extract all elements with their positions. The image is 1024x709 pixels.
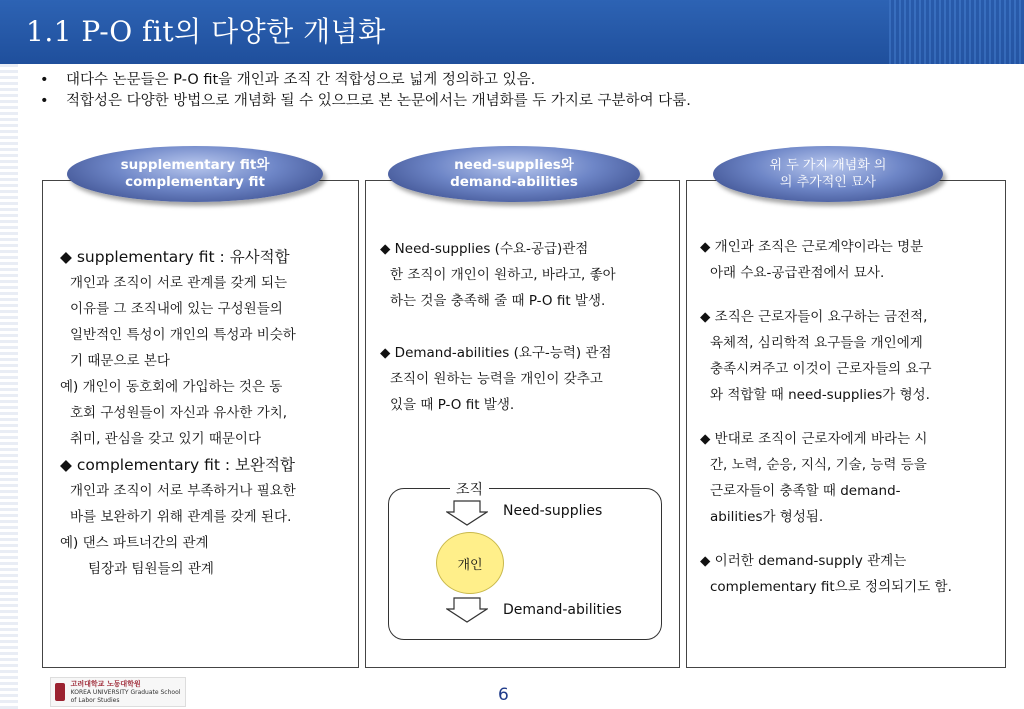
diagram-demand-abilities: Demand-abilities: [503, 602, 622, 618]
supp-line: 이유를 그 조직내에 있는 구성원들의: [70, 301, 283, 317]
complementary-heading: ◆ complementary fit : 보완적합: [60, 456, 295, 474]
logo-text-kr: 고려대학교 노동대학원: [70, 679, 141, 688]
da-line: 조직이 원하는 능력을 개인이 갖추고: [390, 371, 603, 387]
logo-text-en: KOREA UNIVERSITY Graduate School of Labor Studies: [70, 688, 181, 704]
da-line: 있을 때 P-O fit 발생.: [390, 397, 515, 413]
right-line: 간, 노력, 순응, 지식, 기술, 능력 등을: [710, 457, 927, 473]
page-title: 1.1 P-O fit의 다양한 개념화: [26, 15, 386, 48]
university-logo: [50, 677, 186, 707]
comp-line: 개인과 조직이 서로 부족하거나 필요한: [70, 483, 296, 499]
down-arrow-icon: [446, 500, 488, 526]
right-line: ◆ 반대로 조직이 근로자에게 바라는 시: [700, 431, 928, 447]
supp-line: 일반적인 특성이 개인의 특성과 비슷하: [70, 327, 296, 343]
right-line: 육체적, 심리학적 요구들을 개인에게: [710, 335, 923, 351]
ns-line: 한 조직이 개인이 원하고, 바라고, 좋아: [390, 267, 616, 283]
middle-content: [380, 236, 672, 418]
right-line: 충족시켜주고 이것이 근로자들의 요구: [710, 361, 932, 377]
down-arrow-icon: [446, 597, 488, 623]
oval-middle-line2: demand-abilities: [450, 174, 578, 190]
oval-middle-line1: need-supplies와: [454, 157, 574, 173]
intro-bullets: [36, 70, 691, 112]
right-line: 근로자들이 충족할 때 demand-: [710, 483, 901, 499]
comp-example: 팀장과 팀원들의 관계: [88, 561, 214, 577]
supplementary-heading: ◆ supplementary fit : 유사적합: [60, 248, 290, 266]
intro-bullet: • 적합성은 다양한 방법으로 개념화 될 수 있으므로 본 논문에서는 개념화를 두 가지로 구분하여 다룸.: [36, 91, 691, 112]
page-number: 6: [498, 685, 509, 705]
title-decoration: [889, 0, 1024, 64]
supp-line: 개인과 조직이 서로 관계를 갖게 되는: [70, 275, 288, 291]
comp-line: 바를 보완하기 위해 관계를 갖게 된다.: [70, 509, 292, 525]
right-line: 아래 수요-공급관점에서 묘사.: [710, 265, 885, 281]
right-line: ◆ 이러한 demand-supply 관계는: [700, 553, 907, 569]
person-circle: [436, 532, 504, 594]
supp-example: 예) 개인이 동호회에 가입하는 것은 동: [60, 379, 283, 395]
right-content: [700, 234, 1000, 600]
oval-middle: [388, 146, 640, 202]
ns-heading: ◆ Need-supplies (수요-공급)관점: [380, 241, 589, 257]
supp-example: 호회 구성원들이 자신과 유사한 가치,: [70, 405, 288, 421]
oval-right: [713, 146, 943, 202]
da-heading: ◆ Demand-abilities (요구-능력) 관점: [380, 345, 612, 361]
oval-right-line1: 위 두 가지 개념화 의: [769, 158, 887, 173]
right-line: 와 적합할 때 need-supplies가 형성.: [710, 387, 930, 403]
oval-left-line2: complementary fit: [125, 174, 265, 190]
intro-bullet: • 대다수 논문들은 P-O fit을 개인과 조직 간 적합성으로 넓게 정의하고 있음.: [36, 70, 691, 91]
supp-example: 취미, 관심을 갖고 있기 때문이다: [70, 431, 261, 447]
university-emblem-icon: [55, 683, 65, 701]
right-line: ◆ 조직은 근로자들이 요구하는 금전적,: [700, 309, 928, 325]
right-line: abilities가 형성됨.: [710, 509, 824, 525]
oval-left: [67, 146, 323, 202]
side-decoration: [0, 64, 18, 709]
oval-right-line2: 의 추가적인 묘사: [779, 175, 877, 190]
right-line: ◆ 개인과 조직은 근로계약이라는 명분: [700, 239, 924, 255]
diagram-person-label: 개인: [457, 557, 483, 573]
comp-example: 예) 댄스 파트너간의 관계: [60, 535, 209, 551]
diagram-need-supplies: Need-supplies: [503, 503, 603, 519]
title-bar: [0, 0, 1024, 64]
diagram-org-label: 조직: [450, 479, 489, 499]
logo-text: [71, 680, 181, 705]
supp-line: 기 때문으로 본다: [70, 353, 170, 369]
right-line: complementary fit으로 정의되기도 함.: [710, 579, 952, 595]
left-content: [60, 244, 356, 582]
oval-left-line1: supplementary fit와: [120, 157, 270, 173]
ns-line: 하는 것을 충족해 줄 때 P-O fit 발생.: [390, 293, 606, 309]
